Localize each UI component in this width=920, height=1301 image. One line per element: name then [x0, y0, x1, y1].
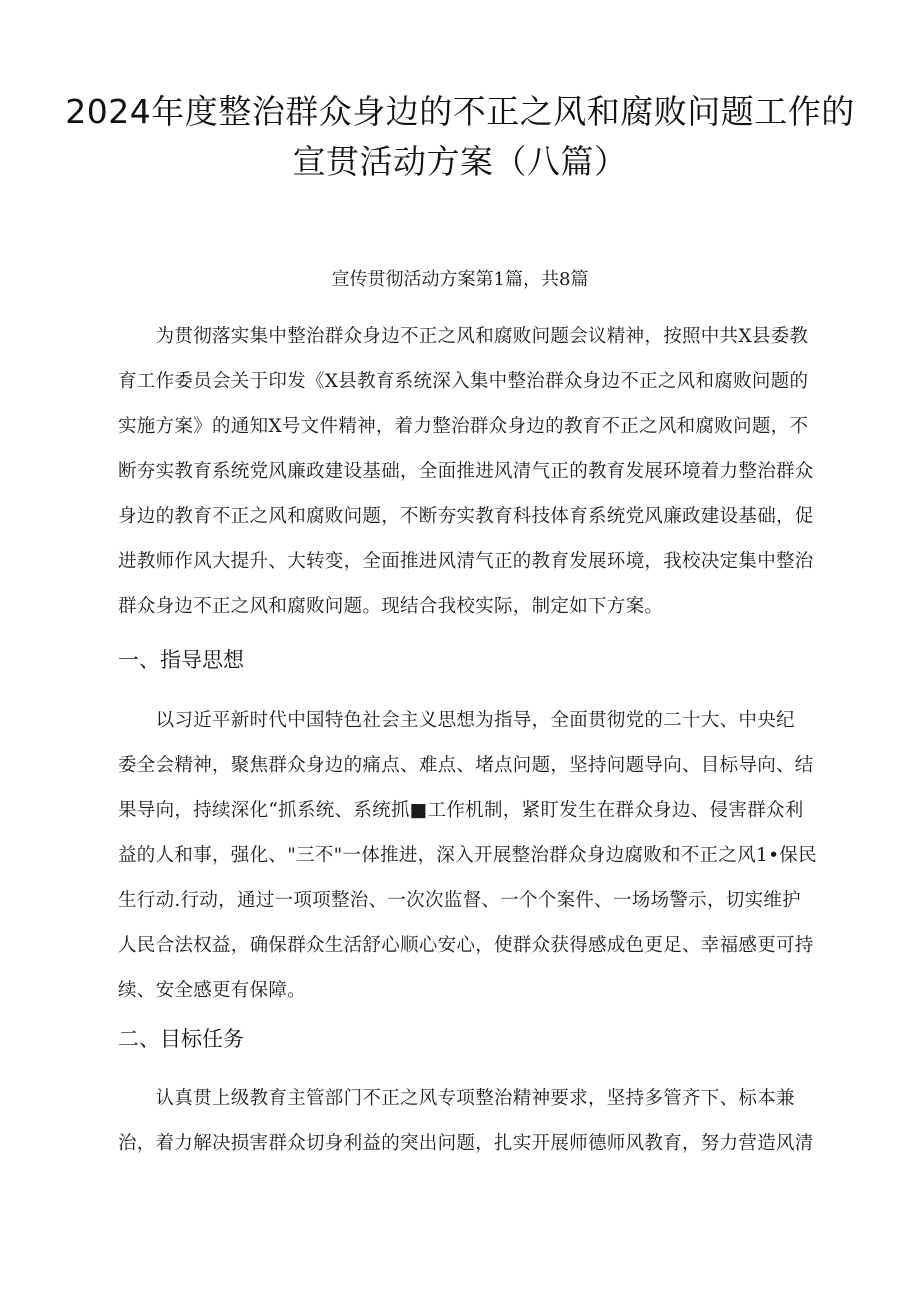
paragraph-line: 治，着力解决损害群众切身利益的突出问题，扎实开展师德师风教育，努力营造风清 — [118, 1133, 814, 1154]
document-title-line-1: 2024年度整治群众身边的不正之风和腐败问题工作的 — [65, 92, 855, 131]
paragraph-line: 续、安全感更有保障。 — [118, 980, 307, 1001]
document-subtitle: 宣传贯彻活动方案第1篇，共8篇 — [331, 269, 589, 290]
document-title-line-2: 宣贯活动方案（八篇） — [292, 142, 628, 181]
guiding-ideology-paragraph — [118, 698, 858, 1013]
section-heading-goals-tasks: 二、目标任务 — [118, 1027, 244, 1051]
goals-tasks-paragraph — [118, 1076, 858, 1166]
paragraph-line: 认真贯上级教育主管部门不正之风专项整治精神要求，坚持多管齐下、标本兼 — [118, 1088, 795, 1109]
section-heading-guiding-ideology: 一、指导思想 — [118, 648, 244, 672]
paragraph-line: 实施方案》的通知X号文件精神，着力整治群众身边的教育不正之风和腐败问题，不 — [118, 416, 809, 437]
paragraph-line: 生行动.行动，通过一项项整治、一次次监督、一个个案件、一场场警示，切实维护 — [118, 890, 801, 911]
paragraph-line: 为贯彻落实集中整治群众身边不正之风和腐败问题会议精神，按照中共X县委教 — [118, 326, 809, 347]
paragraph-line: 育工作委员会关于印发《X县教育系统深入集中整治群众身边不正之风和腐败问题的 — [118, 371, 809, 392]
paragraph-line: 群众身边不正之风和腐败问题。现结合我校实际，制定如下方案。 — [118, 596, 664, 617]
paragraph-line: 益的人和事，强化、"三不"一体推进，深入开展整治群众身边腐败和不正之风1•保民 — [118, 845, 817, 866]
paragraph-line: 身边的教育不正之风和腐败问题，不断夯实教育科技体育系统党风廉政建设基础，促 — [118, 506, 814, 527]
paragraph-line: 进教师作风大提升、大转变，全面推进风清气正的教育发展环境，我校决定集中整治 — [118, 551, 814, 572]
paragraph-line: 断夯实教育系统党风廉政建设基础，全面推进风清气正的教育发展环境着力整治群众 — [118, 461, 814, 482]
intro-paragraph — [118, 314, 858, 629]
paragraph-line: 以习近平新时代中国特色社会主义思想为指导，全面贯彻党的二十大、中央纪 — [118, 710, 795, 731]
paragraph-line: 人民合法权益，确保群众生活舒心顺心安心，使群众获得感成色更足、幸福感更可持 — [118, 935, 814, 956]
paragraph-line: 果导向，持续深化“抓系统、系统抓■工作机制，紧盯发生在群众身边、侵害群众利 — [118, 800, 804, 821]
paragraph-line: 委全会精神，聚焦群众身边的痛点、难点、堵点问题，坚持问题导向、目标导向、结 — [118, 755, 814, 776]
